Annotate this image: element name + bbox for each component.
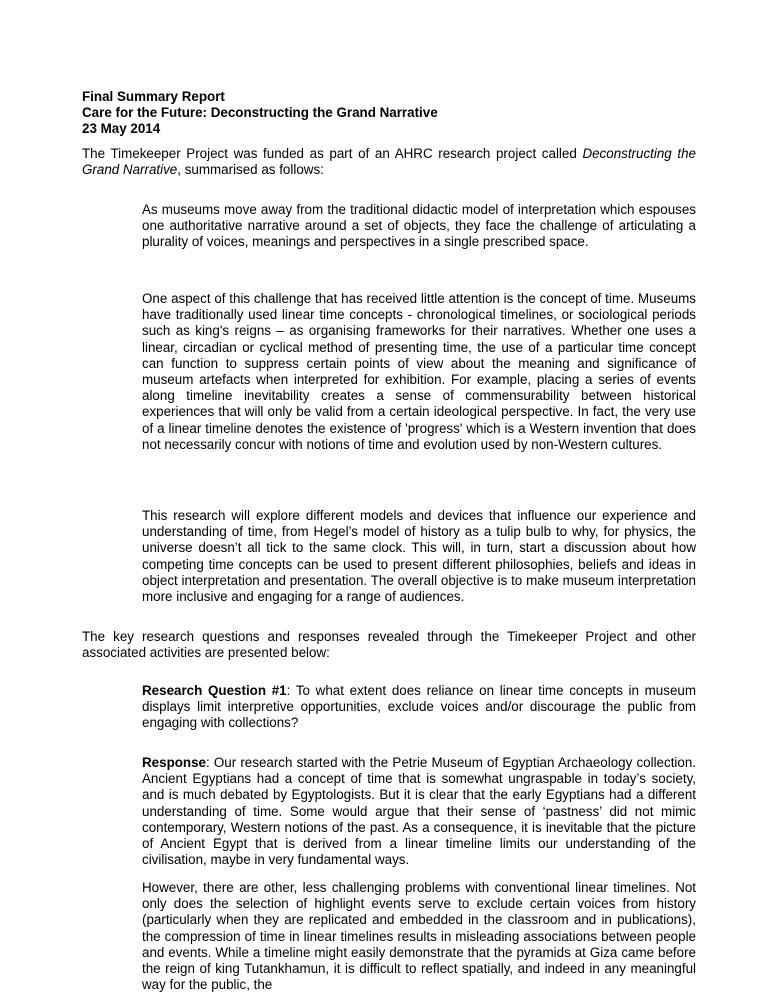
- intro-text-before: The Timekeeper Project was funded as part of an AHRC research project called: [82, 146, 583, 161]
- report-subtitle: Care for the Future: Deconstructing the Grand Narrative: [82, 105, 438, 121]
- key-questions-paragraph: The key research questions and responses revealed through the Timekeeper Project and other associated activities are presented below:: [82, 629, 696, 661]
- research-question-1: [142, 683, 696, 732]
- report-title: Final Summary Report: [82, 89, 225, 104]
- quote-paragraph-2: One aspect of this challenge that has received little attention is the concept of time. Museums have traditionally used linear time concepts - chronological timelines, or sociological periods such as king's reigns – as organising frameworks for their narratives. Whether one uses a linear, circadian or cyclical method of presenting time, the use of a particular time concept can function to suppress certain points of view about the meaning and significance of museum artefacts when interpreted for exhibition. For example, placing a series of events along timeline inevitability creates a sense of commensurability between historical experiences that will only be valid from a certain ideological perspective. In fact, the very use of a linear timeline denotes the existence of 'progress' which is a Western invention that does not necessarily concur with notions of time and evolution used by non-Western cultures.: [142, 291, 696, 452]
- response-text: : Our research started with the Petrie Museum of Egyptian Archaeology collection. Ancient Egyptians had a concept of time that is somewhat ungraspable in today’s society, and is much debated by Egyptologists. But it is clear that the early Egyptians had a different understanding of time. Some would argue that their sense of ‘pastness’ did not mimic contemporary, Western notions of the past. As a consequence, it is inevitable that the picture of Ancient Egypt that is derived from a linear timeline limits our understanding of the civilisation, maybe in very fundamental ways.: [142, 755, 696, 868]
- intro-paragraph: [82, 146, 696, 178]
- however-paragraph: However, there are other, less challenging problems with conventional linear timelines. Not only does the selection of highlight events serve to exclude certain voices from history (particularly when they are replicated and embedded in the classroom and in publications), the compression of time in linear timelines results in misleading associations between people and events. While a timeline might easily demonstrate that the pyramids at Giza came before the reign of king Tutankhamun, it is difficult to reflect spatially, and indeed in any meaningful way for the public, the: [142, 880, 696, 993]
- report-date: 23 May 2014: [82, 121, 161, 137]
- response-1: [142, 755, 696, 868]
- quote-paragraph-3: This research will explore different models and devices that influence our experience and understanding of time, from Hegel’s model of history as a tulip bulb to why, for physics, the universe doesn’t all tick to the same clock. This will, in turn, start a discussion about how competing time concepts can be used to present different philosophies, beliefs and ideas in object interpretation and presentation. The overall objective is to make museum interpretation more inclusive and engaging for a range of audiences.: [142, 508, 696, 605]
- research-question-label: Research Question #1: [142, 683, 287, 698]
- report-header: [82, 89, 702, 138]
- quote-paragraph-1: As museums move away from the traditional didactic model of interpretation which espouses one authoritative narrative around a set of objects, they face the challenge of articulating a plurality of voices, meanings and perspectives in a single prescribed space.: [142, 202, 696, 250]
- intro-project-title: Deconstructing the Grand Narrative: [82, 146, 696, 178]
- response-label: Response: [142, 755, 206, 770]
- research-question-text: : To what extent does reliance on linear time concepts in museum displays limit interpretive opportunities, exclude voices and/or discourage the public from engaging with collections?: [142, 683, 696, 731]
- intro-text-after: , summarised as follows:: [177, 162, 324, 178]
